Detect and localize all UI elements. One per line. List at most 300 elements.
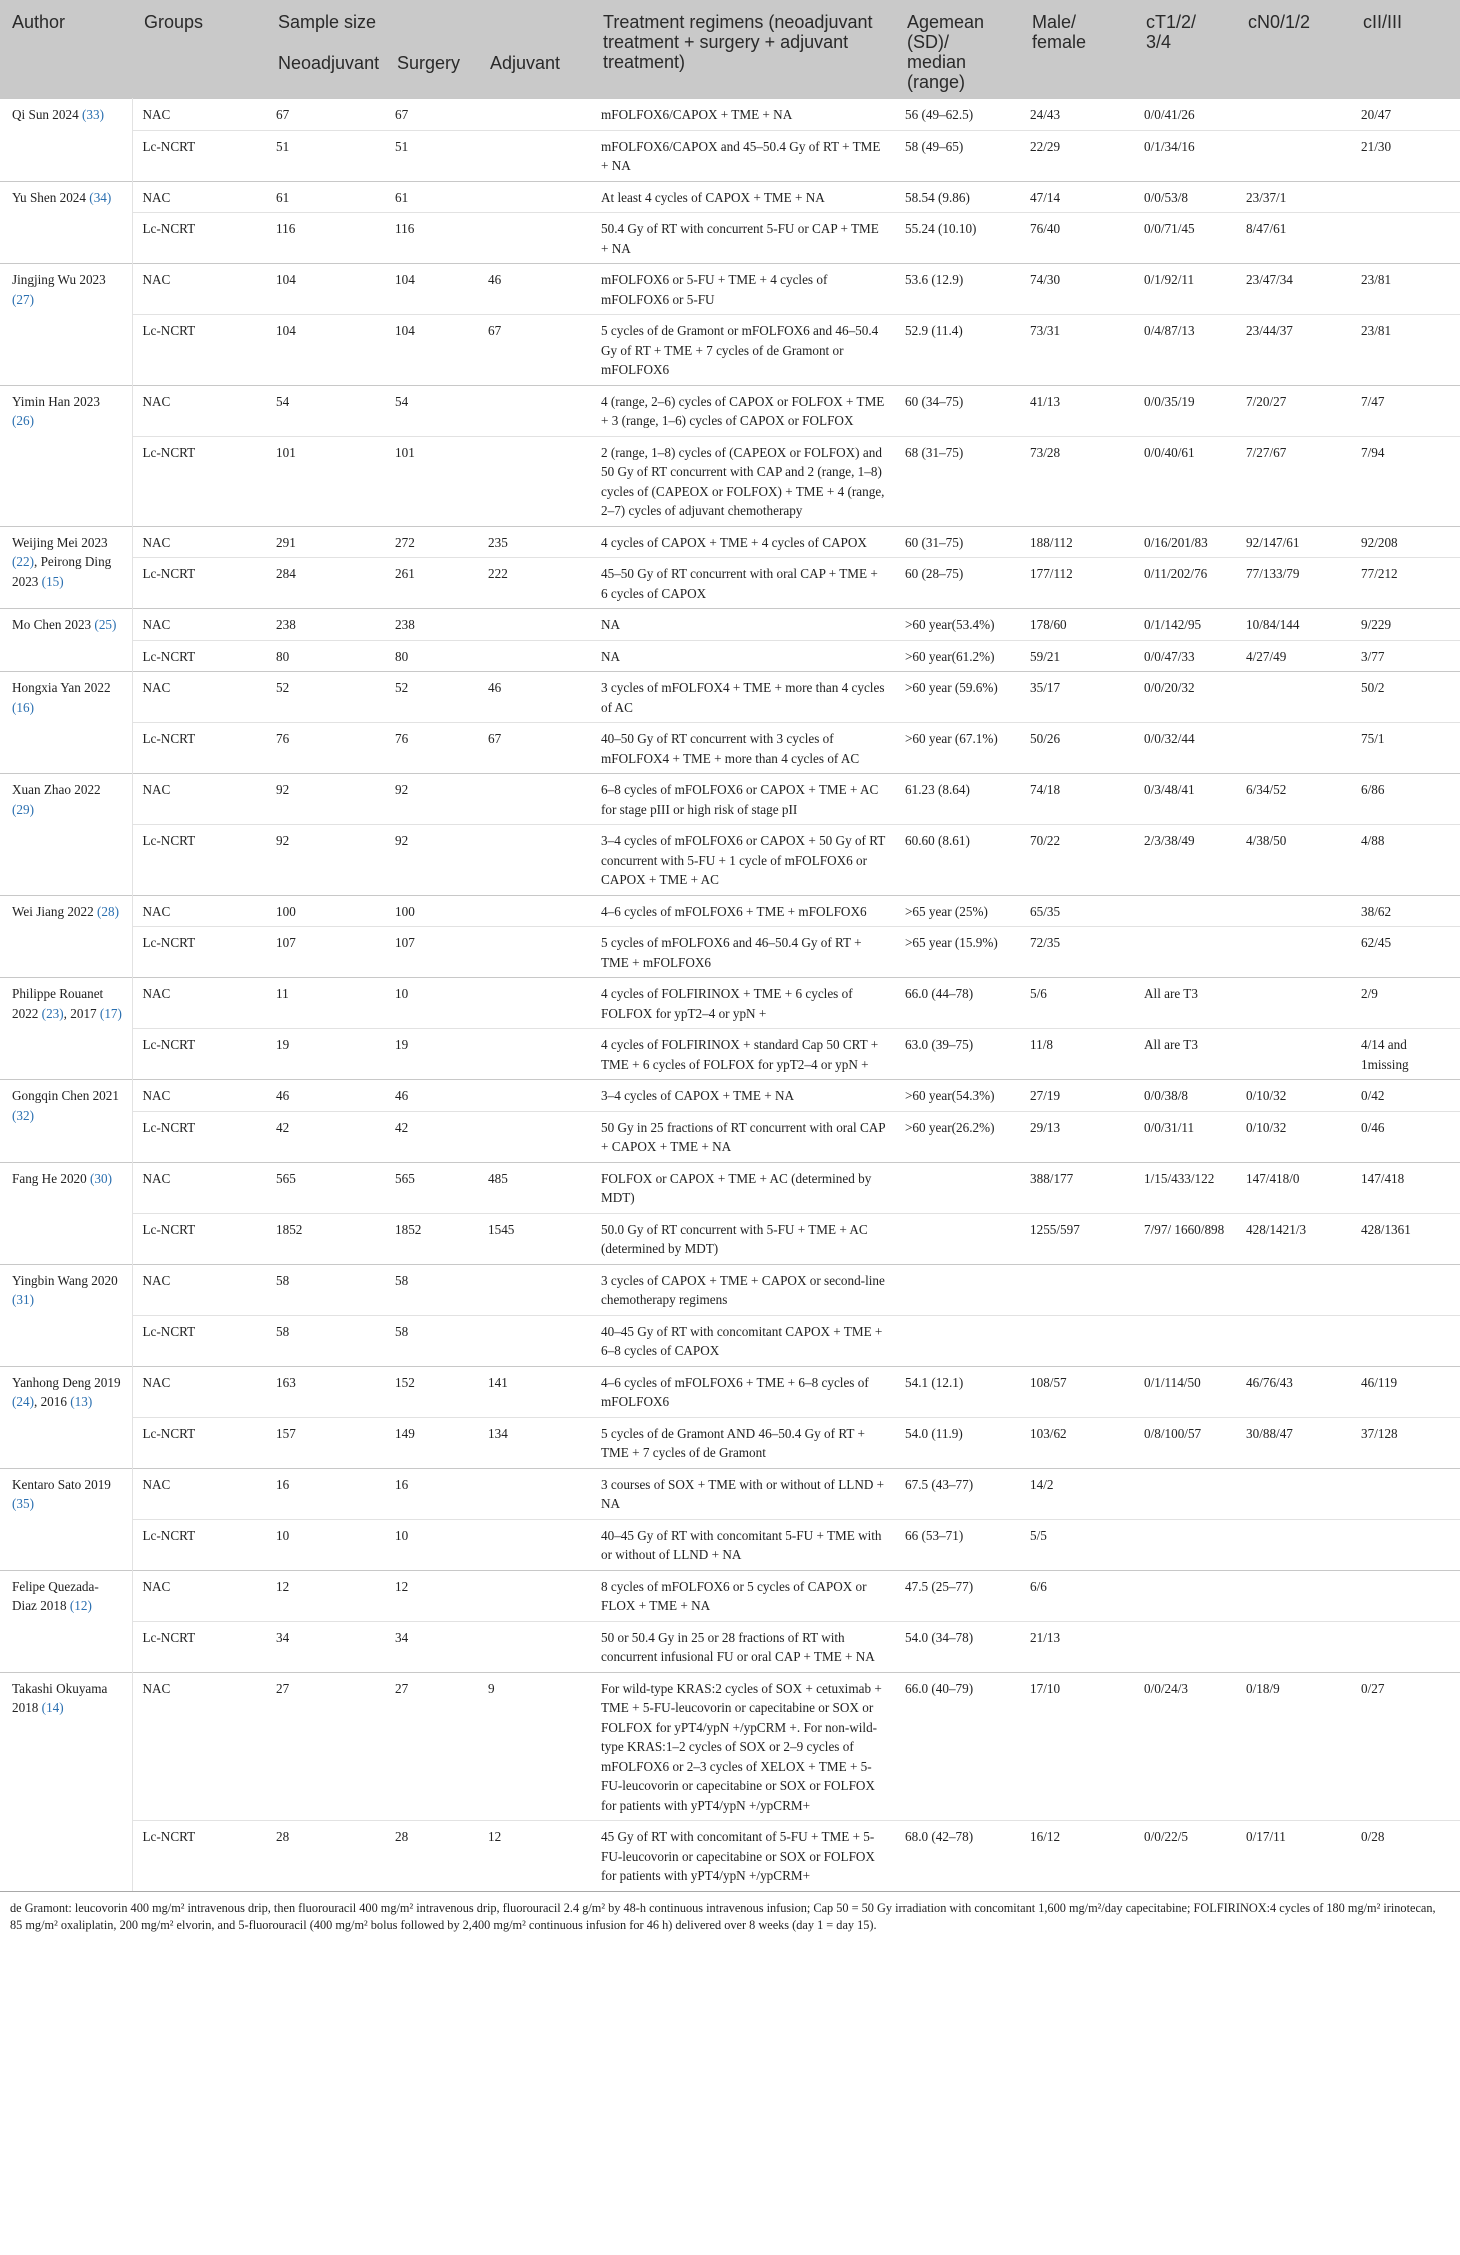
clinical-stage-cell: 21/30 <box>1351 130 1460 181</box>
ct-stage-cell: 0/0/40/61 <box>1134 436 1236 526</box>
surgery-cell: 28 <box>385 1821 478 1891</box>
group-cell: NAC <box>132 1080 266 1112</box>
surgery-cell: 27 <box>385 1672 478 1821</box>
surgery-cell: 10 <box>385 1519 478 1570</box>
table-row <box>0 640 1460 672</box>
author-name: Yingbin Wang 2020 <box>12 1272 118 1288</box>
table-row <box>0 1417 1460 1468</box>
age-cell: 55.24 (10.10) <box>895 213 1020 264</box>
age-cell: 67.5 (43–77) <box>895 1468 1020 1519</box>
header-author: Author <box>0 0 132 99</box>
sex-ratio-cell: 178/60 <box>1020 609 1134 641</box>
reference-link[interactable]: (26) <box>12 413 34 428</box>
sex-ratio-cell: 5/5 <box>1020 1519 1134 1570</box>
treatment-regimen-cell: 4 (range, 2–6) cycles of CAPOX or FOLFOX + TME + 3 (range, 1–6) cycles of CAPOX or FOLFOX <box>591 385 895 436</box>
table-row <box>0 1111 1460 1162</box>
surgery-cell: 58 <box>385 1315 478 1366</box>
ct-stage-cell <box>1134 1519 1236 1570</box>
header-treatment-regimens: Treatment regimens (neoadjuvant treatment + surgery + adjuvant treatment) <box>591 0 895 99</box>
age-cell: 60 (34–75) <box>895 385 1020 436</box>
ct-stage-cell: 2/3/38/49 <box>1134 825 1236 896</box>
surgery-cell: 104 <box>385 315 478 386</box>
treatment-regimen-cell: 50 Gy in 25 fractions of RT concurrent with oral CAP + CAPOX + TME + NA <box>591 1111 895 1162</box>
adjuvant-cell: 222 <box>478 558 591 609</box>
neoadjuvant-cell: 163 <box>266 1366 385 1417</box>
group-cell: NAC <box>132 1162 266 1213</box>
table-row <box>0 1519 1460 1570</box>
author-cell <box>0 978 132 1080</box>
ct-stage-cell: 0/1/142/95 <box>1134 609 1236 641</box>
cn-stage-cell <box>1236 1468 1351 1519</box>
neoadjuvant-cell: 565 <box>266 1162 385 1213</box>
surgery-cell: 92 <box>385 774 478 825</box>
author-name: Qi Sun 2024 <box>12 107 79 122</box>
author-name: Fang He 2020 <box>12 1170 87 1186</box>
clinical-stage-cell: 147/418 <box>1351 1162 1460 1213</box>
treatment-regimen-cell: 45–50 Gy of RT concurrent with oral CAP + TME + 6 cycles of CAPOX <box>591 558 895 609</box>
clinical-stage-cell: 4/88 <box>1351 825 1460 896</box>
cn-stage-cell: 6/34/52 <box>1236 774 1351 825</box>
cn-stage-cell: 0/10/32 <box>1236 1080 1351 1112</box>
group-cell: NAC <box>132 181 266 213</box>
age-cell: >60 year(53.4%) <box>895 609 1020 641</box>
group-cell: Lc-NCRT <box>132 1029 266 1080</box>
age-cell: 53.6 (12.9) <box>895 264 1020 315</box>
reference-link[interactable]: (22) <box>12 554 34 569</box>
clinical-stage-cell <box>1351 1519 1460 1570</box>
ct-stage-cell <box>1134 1264 1236 1315</box>
treatment-regimen-cell: mFOLFOX6 or 5-FU + TME + 4 cycles of mFOLFOX6 or 5-FU <box>591 264 895 315</box>
sex-ratio-cell: 6/6 <box>1020 1570 1134 1621</box>
sex-ratio-cell: 74/18 <box>1020 774 1134 825</box>
ct-stage-cell: 0/0/24/3 <box>1134 1672 1236 1821</box>
neoadjuvant-cell: 104 <box>266 264 385 315</box>
surgery-cell: 51 <box>385 130 478 181</box>
table-row <box>0 264 1460 315</box>
surgery-cell: 16 <box>385 1468 478 1519</box>
sex-ratio-cell: 24/43 <box>1020 99 1134 131</box>
sex-ratio-cell: 1255/597 <box>1020 1213 1134 1264</box>
sex-ratio-cell: 21/13 <box>1020 1621 1134 1672</box>
table-row <box>0 213 1460 264</box>
age-cell: 60 (31–75) <box>895 526 1020 558</box>
sex-ratio-cell: 73/31 <box>1020 315 1134 386</box>
cn-stage-cell: 0/17/11 <box>1236 1821 1351 1891</box>
neoadjuvant-cell: 11 <box>266 978 385 1029</box>
surgery-cell: 52 <box>385 672 478 723</box>
author-cell <box>0 1672 132 1891</box>
header-surgery: Surgery <box>385 49 478 99</box>
author-name: Kentaro Sato 2019 <box>12 1476 111 1492</box>
group-cell: NAC <box>132 672 266 723</box>
ct-stage-cell <box>1134 895 1236 927</box>
reference-link[interactable]: (24) <box>12 1394 34 1409</box>
table-row <box>0 436 1460 526</box>
group-cell: Lc-NCRT <box>132 1821 266 1891</box>
surgery-cell: 67 <box>385 99 478 131</box>
header-age: Agemean (SD)/ median (range) <box>895 0 1020 99</box>
ct-stage-cell: 0/11/202/76 <box>1134 558 1236 609</box>
table-row <box>0 672 1460 723</box>
ct-stage-cell: 1/15/433/122 <box>1134 1162 1236 1213</box>
treatment-regimen-cell: NA <box>591 640 895 672</box>
author-name: Weijing Mei 2023 <box>12 534 108 550</box>
reference-link[interactable]: (17) <box>99 1005 122 1021</box>
author-cell <box>0 264 132 386</box>
header-groups: Groups <box>132 0 266 99</box>
author-cell <box>0 99 132 182</box>
adjuvant-cell: 485 <box>478 1162 591 1213</box>
reference-link[interactable]: (13) <box>70 1394 93 1409</box>
age-cell: 66.0 (40–79) <box>895 1672 1020 1821</box>
ct-stage-cell: 0/16/201/83 <box>1134 526 1236 558</box>
clinical-stage-cell: 0/46 <box>1351 1111 1460 1162</box>
age-cell: 60.60 (8.61) <box>895 825 1020 896</box>
author-cell <box>0 672 132 774</box>
reference-link[interactable]: (28) <box>97 903 119 919</box>
group-cell: Lc-NCRT <box>132 130 266 181</box>
adjuvant-cell: 9 <box>478 1672 591 1821</box>
table-row <box>0 558 1460 609</box>
ct-stage-cell: All are T3 <box>1134 1029 1236 1080</box>
sex-ratio-cell: 22/29 <box>1020 130 1134 181</box>
reference-link[interactable]: (31) <box>12 1292 34 1307</box>
group-cell: NAC <box>132 774 266 825</box>
table-row <box>0 609 1460 641</box>
author-name: Jingjing Wu 2023 <box>12 272 106 287</box>
table-row <box>0 723 1460 774</box>
adjuvant-cell <box>478 609 591 641</box>
cn-stage-cell: 23/47/34 <box>1236 264 1351 315</box>
sex-ratio-cell: 72/35 <box>1020 927 1134 978</box>
group-cell: Lc-NCRT <box>132 213 266 264</box>
neoadjuvant-cell: 12 <box>266 1570 385 1621</box>
treatment-regimen-cell: 5 cycles of de Gramont or mFOLFOX6 and 46–50.4 Gy of RT + TME + 7 cycles of de Gramont or mFOLFOX6 <box>591 315 895 386</box>
age-cell: >60 year(61.2%) <box>895 640 1020 672</box>
treatment-regimen-cell: 3–4 cycles of CAPOX + TME + NA <box>591 1080 895 1112</box>
age-cell: 54.0 (11.9) <box>895 1417 1020 1468</box>
age-cell: >60 year (59.6%) <box>895 672 1020 723</box>
treatment-regimen-cell: NA <box>591 609 895 641</box>
age-cell: 66.0 (44–78) <box>895 978 1020 1029</box>
age-cell: >65 year (25%) <box>895 895 1020 927</box>
clinical-stage-cell: 7/94 <box>1351 436 1460 526</box>
author-name: Wei Jiang 2022 <box>12 903 94 919</box>
table-row <box>0 1468 1460 1519</box>
adjuvant-cell <box>478 895 591 927</box>
table-row <box>0 1315 1460 1366</box>
surgery-cell: 46 <box>385 1080 478 1112</box>
header-sample-size: Sample size <box>266 0 591 49</box>
ct-stage-cell: 0/8/100/57 <box>1134 1417 1236 1468</box>
cn-stage-cell <box>1236 927 1351 978</box>
adjuvant-cell: 67 <box>478 315 591 386</box>
neoadjuvant-cell: 76 <box>266 723 385 774</box>
header-clinical-stage: cII/III <box>1351 0 1460 99</box>
sex-ratio-cell <box>1020 1264 1134 1315</box>
reference-link[interactable]: (12) <box>69 1598 92 1613</box>
clinical-stage-cell <box>1351 1315 1460 1366</box>
cn-stage-cell <box>1236 99 1351 131</box>
age-cell: >65 year (15.9%) <box>895 927 1020 978</box>
group-cell: NAC <box>132 1468 266 1519</box>
treatment-regimen-cell: 4 cycles of FOLFIRINOX + TME + 6 cycles of FOLFOX for ypT2–4 or ypN + <box>591 978 895 1029</box>
group-cell: Lc-NCRT <box>132 1111 266 1162</box>
treatment-regimen-cell: 5 cycles of de Gramont AND 46–50.4 Gy of RT + TME + 7 cycles of de Gramont <box>591 1417 895 1468</box>
author-cell <box>0 1366 132 1468</box>
reference-link[interactable]: (14) <box>41 1700 64 1715</box>
age-cell: 56 (49–62.5) <box>895 99 1020 131</box>
reference-link[interactable]: (35) <box>12 1496 34 1511</box>
ct-stage-cell: 7/97/ 1660/898 <box>1134 1213 1236 1264</box>
treatment-regimen-cell: 8 cycles of mFOLFOX6 or 5 cycles of CAPOX or FLOX + TME + NA <box>591 1570 895 1621</box>
adjuvant-cell <box>478 774 591 825</box>
adjuvant-cell <box>478 1264 591 1315</box>
neoadjuvant-cell: 54 <box>266 385 385 436</box>
ct-stage-cell <box>1134 1570 1236 1621</box>
ct-stage-cell: 0/3/48/41 <box>1134 774 1236 825</box>
sex-ratio-cell: 47/14 <box>1020 181 1134 213</box>
surgery-cell: 1852 <box>385 1213 478 1264</box>
age-cell: 54.0 (34–78) <box>895 1621 1020 1672</box>
clinical-stage-cell: 4/14 and 1missing <box>1351 1029 1460 1080</box>
sex-ratio-cell: 41/13 <box>1020 385 1134 436</box>
table-row <box>0 1570 1460 1621</box>
author-name-secondary: , Peirong Ding 2023 <box>12 554 112 589</box>
treatment-regimen-cell: 40–45 Gy of RT with concomitant CAPOX + TME + 6–8 cycles of CAPOX <box>591 1315 895 1366</box>
author-name: Mo Chen 2023 <box>12 617 92 632</box>
neoadjuvant-cell: 27 <box>266 1672 385 1821</box>
group-cell: Lc-NCRT <box>132 1213 266 1264</box>
sex-ratio-cell <box>1020 1315 1134 1366</box>
adjuvant-cell <box>478 1080 591 1112</box>
ct-stage-cell <box>1134 927 1236 978</box>
adjuvant-cell <box>478 213 591 264</box>
treatment-regimen-cell: 40–50 Gy of RT concurrent with 3 cycles of mFOLFOX4 + TME + more than 4 cycles of AC <box>591 723 895 774</box>
author-name: Takashi Okuyama 2018 <box>12 1680 108 1715</box>
sex-ratio-cell: 65/35 <box>1020 895 1134 927</box>
table-row <box>0 526 1460 558</box>
table-row <box>0 978 1460 1029</box>
clinical-stage-cell <box>1351 1468 1460 1519</box>
ct-stage-cell: 0/0/53/8 <box>1134 181 1236 213</box>
header-neoadjuvant: Neoadjuvant <box>266 49 385 99</box>
ct-stage-cell <box>1134 1315 1236 1366</box>
author-cell <box>0 181 132 264</box>
cn-stage-cell <box>1236 978 1351 1029</box>
age-cell: 61.23 (8.64) <box>895 774 1020 825</box>
neoadjuvant-cell: 46 <box>266 1080 385 1112</box>
surgery-cell: 92 <box>385 825 478 896</box>
neoadjuvant-cell: 101 <box>266 436 385 526</box>
age-cell: 58 (49–65) <box>895 130 1020 181</box>
group-cell: Lc-NCRT <box>132 825 266 896</box>
surgery-cell: 116 <box>385 213 478 264</box>
clinical-stage-cell: 62/45 <box>1351 927 1460 978</box>
reference-link[interactable]: (34) <box>89 189 112 205</box>
author-cell <box>0 1264 132 1366</box>
group-cell: Lc-NCRT <box>132 1315 266 1366</box>
clinical-stage-cell: 23/81 <box>1351 264 1460 315</box>
group-cell: Lc-NCRT <box>132 436 266 526</box>
treatment-regimen-cell: 5 cycles of mFOLFOX6 and 46–50.4 Gy of RT + TME + mFOLFOX6 <box>591 927 895 978</box>
cn-stage-cell <box>1236 895 1351 927</box>
group-cell: NAC <box>132 264 266 315</box>
cn-stage-cell <box>1236 672 1351 723</box>
clinical-stage-cell: 0/27 <box>1351 1672 1460 1821</box>
table-body <box>0 99 1460 1891</box>
cn-stage-cell: 23/37/1 <box>1236 181 1351 213</box>
table-row <box>0 130 1460 181</box>
reference-link[interactable]: (32) <box>12 1107 34 1123</box>
reference-link[interactable]: (16) <box>12 699 34 715</box>
treatment-regimen-cell: 4 cycles of CAPOX + TME + 4 cycles of CAPOX <box>591 526 895 558</box>
neoadjuvant-cell: 284 <box>266 558 385 609</box>
sex-ratio-cell: 188/112 <box>1020 526 1134 558</box>
header-cn-stage: cN0/1/2 <box>1236 0 1351 99</box>
clinical-stage-cell <box>1351 1570 1460 1621</box>
neoadjuvant-cell: 58 <box>266 1264 385 1315</box>
table-row <box>0 1621 1460 1672</box>
reference-link[interactable]: (25) <box>94 617 117 632</box>
clinical-stage-cell: 77/212 <box>1351 558 1460 609</box>
cn-stage-cell: 8/47/61 <box>1236 213 1351 264</box>
surgery-cell: 58 <box>385 1264 478 1315</box>
treatment-regimen-cell: mFOLFOX6/CAPOX and 45–50.4 Gy of RT + TME + NA <box>591 130 895 181</box>
surgery-cell: 104 <box>385 264 478 315</box>
surgery-cell: 10 <box>385 978 478 1029</box>
group-cell: Lc-NCRT <box>132 1417 266 1468</box>
neoadjuvant-cell: 34 <box>266 1621 385 1672</box>
table-row <box>0 99 1460 131</box>
neoadjuvant-cell: 104 <box>266 315 385 386</box>
sex-ratio-cell: 50/26 <box>1020 723 1134 774</box>
surgery-cell: 238 <box>385 609 478 641</box>
treatment-regimen-cell: 50 or 50.4 Gy in 25 or 28 fractions of RT with concurrent infusional FU or oral CAP + TME + NA <box>591 1621 895 1672</box>
surgery-cell: 101 <box>385 436 478 526</box>
reference-link[interactable]: (33) <box>81 107 104 122</box>
ct-stage-cell: 0/1/34/16 <box>1134 130 1236 181</box>
cn-stage-cell: 0/10/32 <box>1236 1111 1351 1162</box>
reference-link[interactable]: (23) <box>41 1005 64 1021</box>
cn-stage-cell <box>1236 1029 1351 1080</box>
sex-ratio-cell: 76/40 <box>1020 213 1134 264</box>
surgery-cell: 34 <box>385 1621 478 1672</box>
ct-stage-cell: 0/0/38/8 <box>1134 1080 1236 1112</box>
age-cell: 54.1 (12.1) <box>895 1366 1020 1417</box>
adjuvant-cell <box>478 1111 591 1162</box>
table-row <box>0 1366 1460 1417</box>
cn-stage-cell: 77/133/79 <box>1236 558 1351 609</box>
ct-stage-cell: All are T3 <box>1134 978 1236 1029</box>
age-cell: 52.9 (11.4) <box>895 315 1020 386</box>
table-footnote: de Gramont: leucovorin 400 mg/m² intravenous drip, then fluorouracil 400 mg/m² intravenous drip, fluorouracil 2.4 g/m² by 48-h continuous intravenous infusion; Cap 50 = 50 Gy irradiation with concomitant 1,600 mg/m²/day capecitabine; FOLFIRINOX:4 cycles of 180 mg/m² irinotecan, 85 mg/m² oxaliplatin, 200 mg/m² elvorin, and 5-fluorouracil (400 mg/m² bolus followed by 2,400 mg/m² continuous infusion for 46 h) delivered over 8 weeks (day 1 = day 15). <box>0 1891 1460 1934</box>
ct-stage-cell <box>1134 1468 1236 1519</box>
age-cell: 58.54 (9.86) <box>895 181 1020 213</box>
treatment-regimen-cell: FOLFOX or CAPOX + TME + AC (determined by MDT) <box>591 1162 895 1213</box>
cn-stage-cell: 7/20/27 <box>1236 385 1351 436</box>
author-name: Yanhong Deng 2019 <box>12 1374 121 1390</box>
neoadjuvant-cell: 58 <box>266 1315 385 1366</box>
adjuvant-cell <box>478 1029 591 1080</box>
clinical-stage-cell <box>1351 1264 1460 1315</box>
sex-ratio-cell: 73/28 <box>1020 436 1134 526</box>
sex-ratio-cell: 59/21 <box>1020 640 1134 672</box>
neoadjuvant-cell: 92 <box>266 825 385 896</box>
table-row <box>0 315 1460 386</box>
clinical-stage-cell: 9/229 <box>1351 609 1460 641</box>
ct-stage-cell: 0/0/71/45 <box>1134 213 1236 264</box>
reference-link[interactable]: (27) <box>12 291 34 307</box>
sex-ratio-cell: 29/13 <box>1020 1111 1134 1162</box>
author-cell <box>0 1570 132 1672</box>
neoadjuvant-cell: 16 <box>266 1468 385 1519</box>
treatment-regimen-cell: 40–45 Gy of RT with concomitant 5-FU + TME with or without of LLND + NA <box>591 1519 895 1570</box>
surgery-cell: 261 <box>385 558 478 609</box>
clinical-stage-cell: 92/208 <box>1351 526 1460 558</box>
surgery-cell: 152 <box>385 1366 478 1417</box>
treatment-regimen-cell: 50.0 Gy of RT concurrent with 5-FU + TME + AC (determined by MDT) <box>591 1213 895 1264</box>
table-row <box>0 181 1460 213</box>
sex-ratio-cell: 11/8 <box>1020 1029 1134 1080</box>
table-header <box>0 0 1460 99</box>
author-name: Xuan Zhao 2022 <box>12 782 101 797</box>
author-cell <box>0 609 132 672</box>
ct-stage-cell: 0/0/35/19 <box>1134 385 1236 436</box>
ct-stage-cell: 0/0/47/33 <box>1134 640 1236 672</box>
ct-stage-cell: 0/0/31/11 <box>1134 1111 1236 1162</box>
author-name: Felipe Quezada-Diaz 2018 <box>12 1578 99 1613</box>
author-cell <box>0 526 132 609</box>
sex-ratio-cell: 14/2 <box>1020 1468 1134 1519</box>
reference-link[interactable]: (30) <box>90 1170 113 1186</box>
group-cell: NAC <box>132 526 266 558</box>
adjuvant-cell <box>478 1621 591 1672</box>
adjuvant-cell <box>478 1570 591 1621</box>
table-row <box>0 927 1460 978</box>
group-cell: Lc-NCRT <box>132 640 266 672</box>
clinical-stage-cell: 0/42 <box>1351 1080 1460 1112</box>
sex-ratio-cell: 177/112 <box>1020 558 1134 609</box>
table-row <box>0 1672 1460 1821</box>
surgery-cell: 107 <box>385 927 478 978</box>
group-cell: Lc-NCRT <box>132 1621 266 1672</box>
adjuvant-cell <box>478 927 591 978</box>
header-sex: Male/ female <box>1020 0 1134 99</box>
age-cell: 47.5 (25–77) <box>895 1570 1020 1621</box>
group-cell: Lc-NCRT <box>132 723 266 774</box>
neoadjuvant-cell: 291 <box>266 526 385 558</box>
neoadjuvant-cell: 42 <box>266 1111 385 1162</box>
author-name: Hongxia Yan 2022 <box>12 680 111 695</box>
reference-link[interactable]: (29) <box>12 801 34 817</box>
age-cell: 60 (28–75) <box>895 558 1020 609</box>
adjuvant-cell <box>478 825 591 896</box>
surgery-cell: 272 <box>385 526 478 558</box>
author-cell <box>0 895 132 978</box>
clinical-stage-cell: 2/9 <box>1351 978 1460 1029</box>
age-cell <box>895 1264 1020 1315</box>
group-cell: NAC <box>132 1570 266 1621</box>
neoadjuvant-cell: 52 <box>266 672 385 723</box>
cn-stage-cell: 10/84/144 <box>1236 609 1351 641</box>
author-cell <box>0 774 132 896</box>
reference-link[interactable]: (15) <box>41 573 64 589</box>
neoadjuvant-cell: 238 <box>266 609 385 641</box>
cn-stage-cell <box>1236 1570 1351 1621</box>
treatment-regimen-cell: 3 cycles of CAPOX + TME + CAPOX or second-line chemotherapy regimens <box>591 1264 895 1315</box>
table-row <box>0 1213 1460 1264</box>
